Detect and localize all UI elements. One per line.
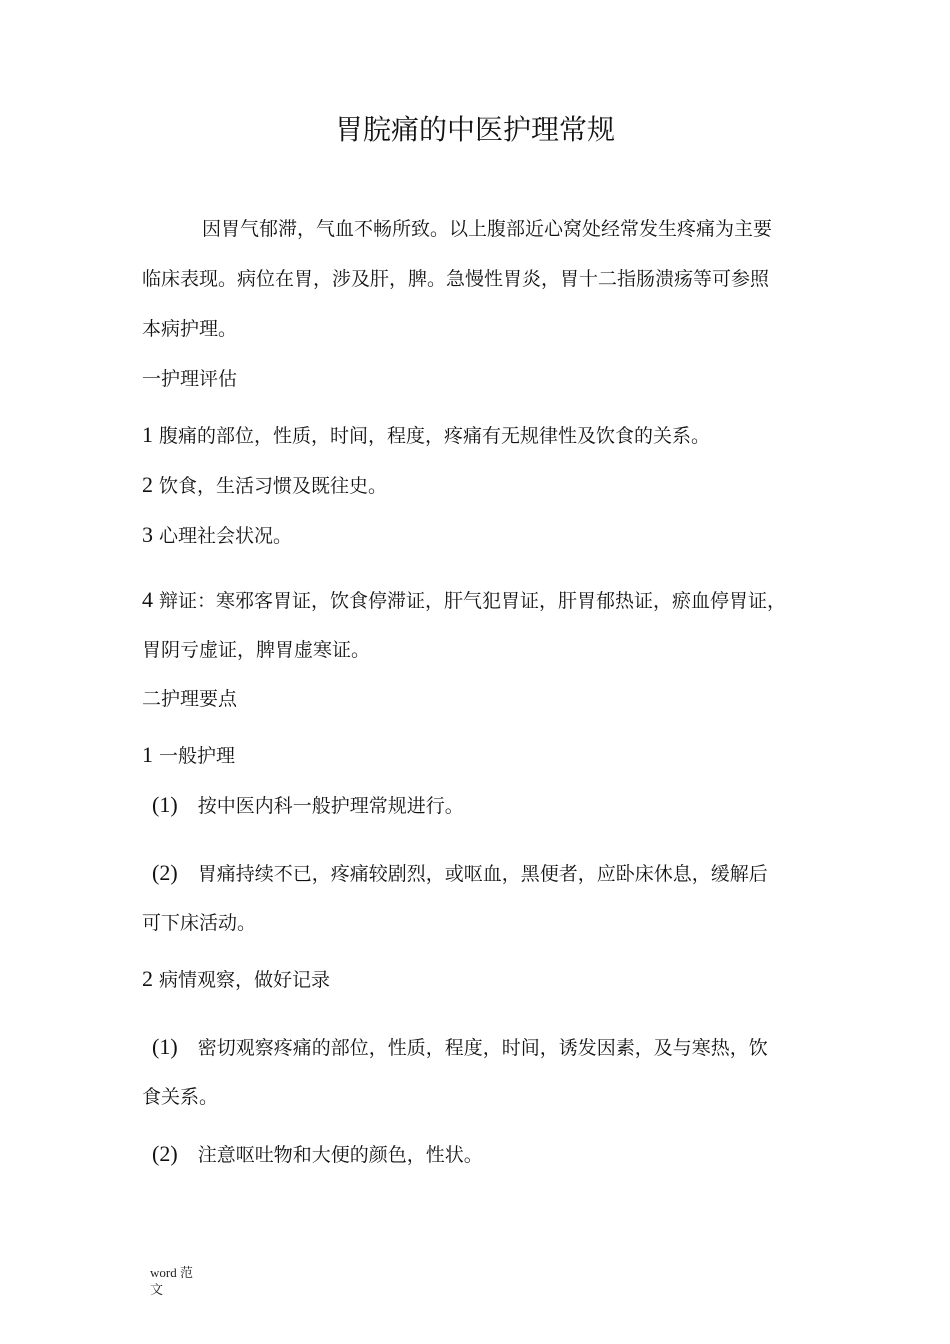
general-care-item-1 <box>152 790 464 821</box>
footer-line-2: 文 <box>150 1282 164 1297</box>
item-label: (1) <box>152 792 178 817</box>
subsection-number: 2 <box>142 966 153 991</box>
item-text: 注意呕吐物和大便的颜色，性状。 <box>197 1144 483 1166</box>
item-text: 辩证：寒邪客胃证，饮食停滞证，肝气犯胃证，肝胃郁热证，瘀血停胃证， <box>159 590 787 612</box>
item-text: 按中医内科一般护理常规进行。 <box>197 795 464 817</box>
item-label: (2) <box>152 1141 178 1166</box>
item-number: 3 <box>142 522 153 547</box>
item-label: (2) <box>152 860 178 885</box>
observation-item-1 <box>152 1032 768 1063</box>
item-text: 胃痛持续不已，疼痛较剧烈，或呕血，黑便者，应卧床休息，缓解后 <box>197 863 768 885</box>
intro-line-1: 因胃气郁滞，气血不畅所致。以上腹部近心窝处经常发生疼痛为主要 <box>202 218 773 240</box>
assessment-item-2 <box>142 470 387 501</box>
section-heading-assessment: 一护理评估 <box>142 368 238 390</box>
item-text: 心理社会状况。 <box>159 525 293 547</box>
footer-line-1: word 范 <box>150 1265 193 1280</box>
subsection-heading: 病情观察，做好记录 <box>159 969 331 991</box>
assessment-item-1 <box>142 420 710 451</box>
page-title: 胃脘痛的中医护理常规 <box>334 113 615 146</box>
item-number: 2 <box>142 472 153 497</box>
general-care-item-2 <box>152 858 768 889</box>
item-label: (1) <box>152 1034 178 1059</box>
section-heading-key-points: 二护理要点 <box>142 688 238 710</box>
observation-item-2 <box>152 1139 483 1170</box>
observation-item-1-continued: 食关系。 <box>142 1086 219 1108</box>
general-care-item-2-continued: 可下床活动。 <box>142 912 257 934</box>
item-text: 饮食，生活习惯及既往史。 <box>159 475 388 497</box>
subsection-heading: 一般护理 <box>159 745 236 767</box>
item-text: 密切观察疼痛的部位，性质，程度，时间，诱发因素，及与寒热，饮 <box>197 1037 768 1059</box>
assessment-item-3 <box>142 520 292 551</box>
intro-line-2: 临床表现。病位在胃，涉及肝，脾。急慢性胃炎，胃十二指肠溃疡等可参照 <box>142 268 770 290</box>
subsection-general-care <box>142 740 235 771</box>
item-text: 腹痛的部位，性质，时间，程度，疼痛有无规律性及饮食的关系。 <box>159 425 711 447</box>
assessment-item-4 <box>142 585 786 616</box>
intro-line-3: 本病护理。 <box>142 318 238 340</box>
subsection-observation <box>142 964 330 995</box>
subsection-number: 1 <box>142 742 153 767</box>
item-number: 1 <box>142 422 153 447</box>
footer-watermark <box>150 1264 210 1298</box>
assessment-item-4-continued: 胃阴亏虚证，脾胃虚寒证。 <box>142 639 371 661</box>
item-number: 4 <box>142 587 153 612</box>
